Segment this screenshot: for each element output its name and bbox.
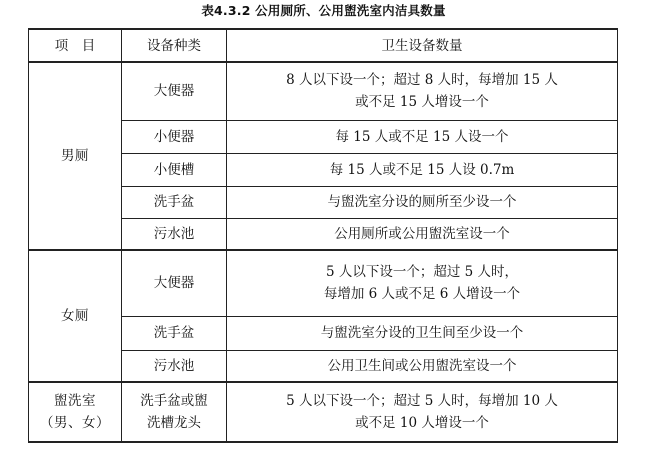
area-cell-washroom	[29, 382, 122, 442]
qty-line: 8 人以下设一个；超过 8 人时，每增加 15 人	[286, 72, 558, 89]
header-area: 项 目	[29, 29, 122, 62]
qty-cell: 与盥洗室分设的厕所至少设一个	[227, 186, 618, 218]
type-cell: 大便器	[122, 62, 227, 120]
type-cell: 洗手盆	[122, 186, 227, 218]
type-cell: 污水池	[122, 350, 227, 382]
area-cell-women: 女厕	[29, 250, 122, 382]
type-cell: 小便槽	[122, 153, 227, 186]
qty-cell	[227, 250, 618, 316]
area-cell-men: 男厕	[29, 62, 122, 250]
table-row	[29, 62, 618, 120]
type-cell: 污水池	[122, 218, 227, 250]
type-cell	[122, 382, 227, 442]
qty-line: 5 人以下设一个；超过 5 人时，每增加 10 人	[286, 393, 558, 409]
type-cell: 洗手盆	[122, 316, 227, 350]
header-type: 设备种类	[122, 29, 227, 62]
qty-cell: 与盥洗室分设的卫生间至少设一个	[227, 316, 618, 350]
qty-cell	[227, 382, 618, 442]
qty-cell: 每 15 人或不足 15 人设 0.7m	[227, 153, 618, 186]
header-qty: 卫生设备数量	[227, 29, 618, 62]
type-line: 洗槽龙头	[147, 415, 201, 431]
area-line: 盥洗室	[54, 393, 96, 409]
qty-line: 每增加 6 人或不足 6 人增设一个	[323, 286, 521, 303]
type-line: 洗手盆或盥	[140, 393, 208, 409]
type-cell: 小便器	[122, 120, 227, 153]
qty-cell: 每 15 人或不足 15 人设一个	[227, 120, 618, 153]
qty-line: 5 人以下设一个；超过 5 人时，	[325, 264, 519, 281]
qty-cell: 公用厕所或公用盥洗室设一个	[227, 218, 618, 250]
table-caption: 表4.3.2 公用厕所、公用盥洗室内洁具数量	[201, 3, 446, 18]
type-cell: 大便器	[122, 250, 227, 316]
qty-line: 或不足 15 人增设一个	[355, 94, 489, 111]
table-row	[29, 250, 618, 316]
qty-line: 或不足 10 人增设一个	[355, 415, 489, 431]
fixtures-table	[28, 28, 618, 443]
qty-cell	[227, 62, 618, 120]
header-row	[29, 29, 618, 62]
table-row	[29, 382, 618, 442]
qty-cell: 公用卫生间或公用盥洗室设一个	[227, 350, 618, 382]
area-line: （男、女）	[40, 415, 110, 431]
